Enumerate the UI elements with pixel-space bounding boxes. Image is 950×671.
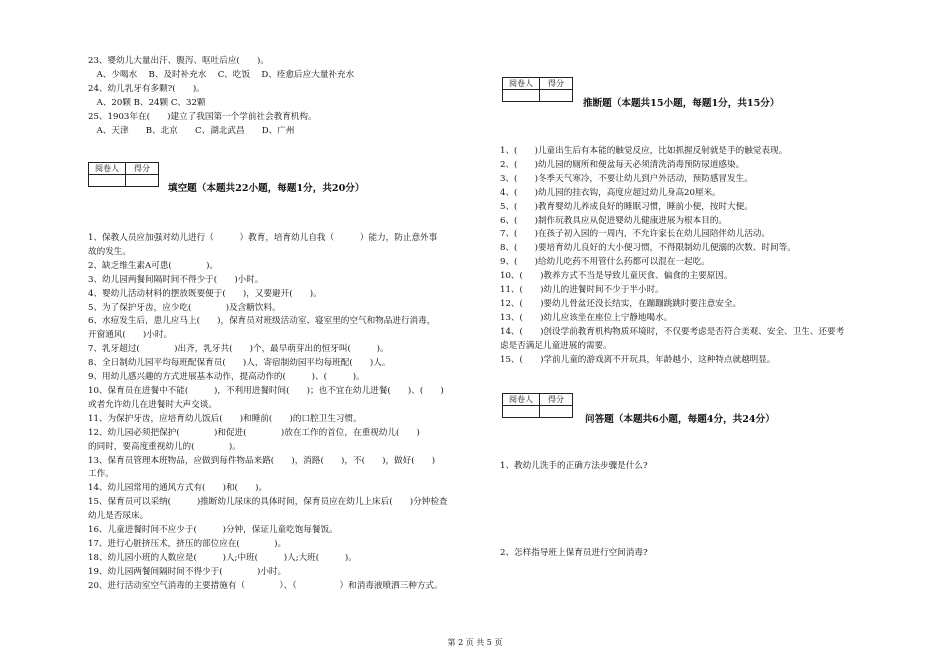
fill-line: 11、为保护牙齿，应培育幼儿饭后( )和睡前( )的口腔卫生习惯。 bbox=[88, 413, 362, 424]
judge-line: 11、( )幼儿的进餐时间不少于半小时。 bbox=[500, 285, 664, 296]
score-cell bbox=[540, 406, 573, 418]
mc-line: A、天津 B、北京 C、湖北武昌 D、广州 bbox=[88, 125, 295, 136]
fill-line: 1、保教人员应加强对幼儿进行（ ）教育，培育幼儿自我（ ）能力，防止意外事 bbox=[88, 233, 438, 243]
fill-line: 16、儿童进餐时间不应少于( )分钟，保证儿童吃饱每餐饭。 bbox=[88, 525, 338, 536]
reviewer-cell bbox=[89, 175, 126, 187]
fill-line: 或者允许幼儿在进餐时大声交谈。 bbox=[88, 399, 217, 410]
judge-line: 9、( )给幼儿吃药不用管什么药都可以混在一起吃。 bbox=[500, 257, 710, 268]
fill-line: 故的发生。 bbox=[88, 246, 131, 257]
fill-line: 2、缺乏维生素A可患( )。 bbox=[88, 260, 219, 271]
qa-section-title: 问答题（本题共6小题，每题4分，共24分） bbox=[585, 414, 775, 425]
score-cell bbox=[126, 175, 159, 187]
fill-line: 10、保育员在进餐中不能( )，不利用进餐时间( )；也不宜在幼儿进餐( )、( ) bbox=[88, 385, 444, 396]
judge-line: 7、( )在孩子初入园的一周内，不允许家长在幼儿园陪伴幼儿活动。 bbox=[500, 229, 770, 240]
judge-line: 14、( )创设学前教育机构物质环境时，不仅要考虑是否符合美观、安全、卫生、还要考 bbox=[500, 326, 845, 337]
reviewer-label: 阅卷人 bbox=[89, 163, 126, 175]
fill-line: 8、全日制幼儿园平均每班配保育员( )人，寄宿制幼园平均每班配( )人。 bbox=[88, 358, 391, 369]
qa-question-1: 1、教幼儿洗手的正确方法步骤是什么? bbox=[500, 461, 648, 471]
score-box-judge bbox=[502, 77, 573, 102]
fill-section-title: 填空题（本题共22小题，每题1分，共20分） bbox=[168, 183, 365, 194]
judge-line: 13、( )幼儿应该坐在座位上宁静地喝水。 bbox=[500, 312, 673, 323]
fill-line: 3、幼儿园两餐间隔时间不得少于( )小时。 bbox=[88, 274, 264, 285]
fill-line: 19、幼儿园两餐间隔时间不得少于( )小时。 bbox=[88, 566, 287, 577]
fill-line: 6、水痘发生后，患儿应马上( )，保育员对班级活动室、寝室里的空气和物品进行消毒， bbox=[88, 316, 436, 327]
judge-line: 8、( )要培育幼儿良好的大小便习惯，不得限制幼儿便溺的次数、时间等。 bbox=[500, 243, 796, 254]
judge-line: 12、( )要幼儿骨盆还没长结实，在蹦蹦跳跳时要注意安全。 bbox=[500, 298, 742, 309]
fill-line: 20、进行活动室空气消毒的主要措施有（ ）、（ ）和消毒液喷洒三种方式。 bbox=[88, 580, 443, 591]
mc-line: 25、1903年在( )建立了我国第一个学前社会教育机构。 bbox=[88, 111, 317, 122]
fill-line: 7、乳牙超过( )出齐，乳牙共( )个，最早萌芽出的恒牙叫( )。 bbox=[88, 344, 389, 355]
qa-question-2: 2、怎样指导班上保育员进行空间消毒? bbox=[500, 548, 648, 558]
score-box-fill bbox=[88, 162, 159, 187]
reviewer-cell bbox=[503, 406, 540, 418]
judge-line: 10、( )教养方式不当是导致儿童厌食、偏食的主要原因。 bbox=[500, 271, 733, 282]
fill-line: 开窗通风( )小时。 bbox=[88, 330, 173, 341]
fill-line: 工作。 bbox=[88, 469, 114, 480]
mc-line: 23、婴幼儿大量出汗、腹泻、呕吐后应( )。 bbox=[88, 56, 269, 66]
judge-line: 3、( )冬季天气寒冷，不要让幼儿到户外活动，预防感冒发生。 bbox=[500, 173, 753, 184]
fill-line: 5、为了保护牙齿，应少吃( )及含糖饮料。 bbox=[88, 302, 281, 313]
judge-section-title: 推断题（本题共15小题，每题1分，共15分） bbox=[583, 98, 780, 109]
fill-line: 幼儿是否尿床。 bbox=[88, 511, 149, 522]
score-label: 得分 bbox=[126, 163, 159, 175]
score-label: 得分 bbox=[540, 78, 573, 90]
judge-line: 5、( )教育婴幼儿养成良好的睡眠习惯，睡前小便，按时大便。 bbox=[500, 201, 753, 212]
fill-line: 18、幼儿园小班的人数应是( )人;中班( )人;大班( )。 bbox=[88, 552, 357, 563]
fill-line: 17、进行心脏挤压术，挤压的部位应在( )。 bbox=[88, 538, 287, 549]
mc-line: 24、幼儿乳牙有多颗?( )。 bbox=[88, 83, 205, 94]
fill-line: 4、婴幼儿活动材料的摆放既要便于( )，又要避开( )。 bbox=[88, 288, 322, 299]
fill-line: 13、保育员管理本班物品，应做到每件物品来路( )，消路( )，不( )，做好( ) bbox=[88, 455, 436, 466]
mc-block bbox=[88, 55, 488, 138]
judge-section-body bbox=[500, 145, 890, 368]
mc-line: A、少喝水 B、及时补充水 C、吃饭 D、痊愈后应大量补充水 bbox=[88, 69, 355, 80]
reviewer-cell bbox=[503, 90, 540, 102]
reviewer-label: 阅卷人 bbox=[503, 394, 540, 406]
fill-line: 14、幼儿园常用的通风方式有( )和( )。 bbox=[88, 483, 268, 494]
judge-line: 4、( )幼儿园的挂衣钩，高度应超过幼儿身高20厘米。 bbox=[500, 187, 721, 198]
fill-line: 12、幼儿园必须把保护( )和促进( )放在工作的首位，在重视幼儿( ) bbox=[88, 427, 420, 438]
score-cell bbox=[540, 90, 573, 102]
score-label: 得分 bbox=[540, 394, 573, 406]
judge-line: 1、( )儿童出生后有本能的触觉反应，比如抓握反射就是手的触觉表现。 bbox=[500, 146, 788, 156]
mc-line: A、20颗 B、24颗 C、32颗 bbox=[88, 97, 206, 108]
judge-line: 6、( )制作玩教具应从促进婴幼儿健康进展为根本目的。 bbox=[500, 215, 728, 226]
fill-line: 9、用幼儿感兴趣的方式进展基本动作，提高动作的( )、( )。 bbox=[88, 372, 365, 383]
judge-line: 虑是否满足儿童进展的需要。 bbox=[500, 340, 612, 351]
judge-line: 15、( )学前儿童的游戏离不开玩具，年龄越小，这种特点就越明显。 bbox=[500, 354, 776, 365]
fill-section-body bbox=[88, 232, 488, 594]
judge-line: 2、( )幼儿园的厕所和便盆每天必须清洗消毒预防尿道感染。 bbox=[500, 159, 745, 170]
fill-line: 15、保育员可以采纳( )推断幼儿尿床的具体时间，保育员应在幼儿上床后( )分钟检查 bbox=[88, 497, 448, 508]
reviewer-label: 阅卷人 bbox=[503, 78, 540, 90]
score-box-qa bbox=[502, 393, 573, 418]
page-footer: 第 2 页 共 5 页 bbox=[447, 638, 503, 647]
fill-line: 的同时，要高度重视幼儿的( )。 bbox=[88, 441, 241, 452]
